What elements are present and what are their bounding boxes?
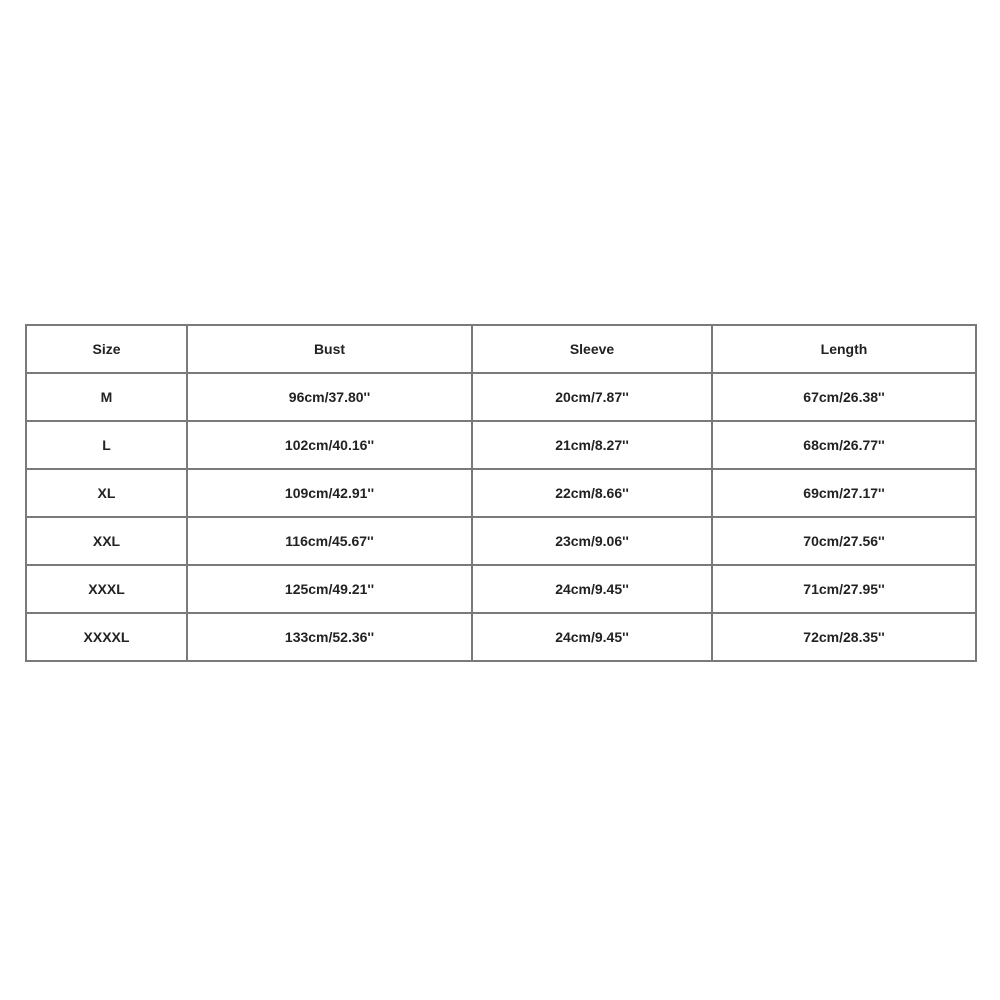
cell-size: XXXXL bbox=[26, 613, 187, 661]
cell-sleeve: 23cm/9.06'' bbox=[472, 517, 712, 565]
table-row bbox=[26, 469, 976, 517]
cell-length: 67cm/26.38'' bbox=[712, 373, 976, 421]
cell-bust: 133cm/52.36'' bbox=[187, 613, 472, 661]
header-sleeve: Sleeve bbox=[472, 325, 712, 373]
table-row bbox=[26, 373, 976, 421]
cell-length: 70cm/27.56'' bbox=[712, 517, 976, 565]
cell-size: L bbox=[26, 421, 187, 469]
cell-length: 72cm/28.35'' bbox=[712, 613, 976, 661]
cell-bust: 109cm/42.91'' bbox=[187, 469, 472, 517]
cell-length: 69cm/27.17'' bbox=[712, 469, 976, 517]
cell-sleeve: 20cm/7.87'' bbox=[472, 373, 712, 421]
table-header-row bbox=[26, 325, 976, 373]
cell-size: XXXL bbox=[26, 565, 187, 613]
table-row bbox=[26, 565, 976, 613]
cell-bust: 125cm/49.21'' bbox=[187, 565, 472, 613]
cell-sleeve: 21cm/8.27'' bbox=[472, 421, 712, 469]
table-row bbox=[26, 613, 976, 661]
size-chart-table bbox=[25, 324, 977, 662]
header-size: Size bbox=[26, 325, 187, 373]
cell-bust: 96cm/37.80'' bbox=[187, 373, 472, 421]
cell-sleeve: 22cm/8.66'' bbox=[472, 469, 712, 517]
cell-sleeve: 24cm/9.45'' bbox=[472, 613, 712, 661]
cell-size: XL bbox=[26, 469, 187, 517]
cell-length: 71cm/27.95'' bbox=[712, 565, 976, 613]
cell-bust: 116cm/45.67'' bbox=[187, 517, 472, 565]
cell-length: 68cm/26.77'' bbox=[712, 421, 976, 469]
table-row bbox=[26, 517, 976, 565]
table-row bbox=[26, 421, 976, 469]
header-length: Length bbox=[712, 325, 976, 373]
cell-size: XXL bbox=[26, 517, 187, 565]
header-bust: Bust bbox=[187, 325, 472, 373]
cell-bust: 102cm/40.16'' bbox=[187, 421, 472, 469]
cell-sleeve: 24cm/9.45'' bbox=[472, 565, 712, 613]
cell-size: M bbox=[26, 373, 187, 421]
